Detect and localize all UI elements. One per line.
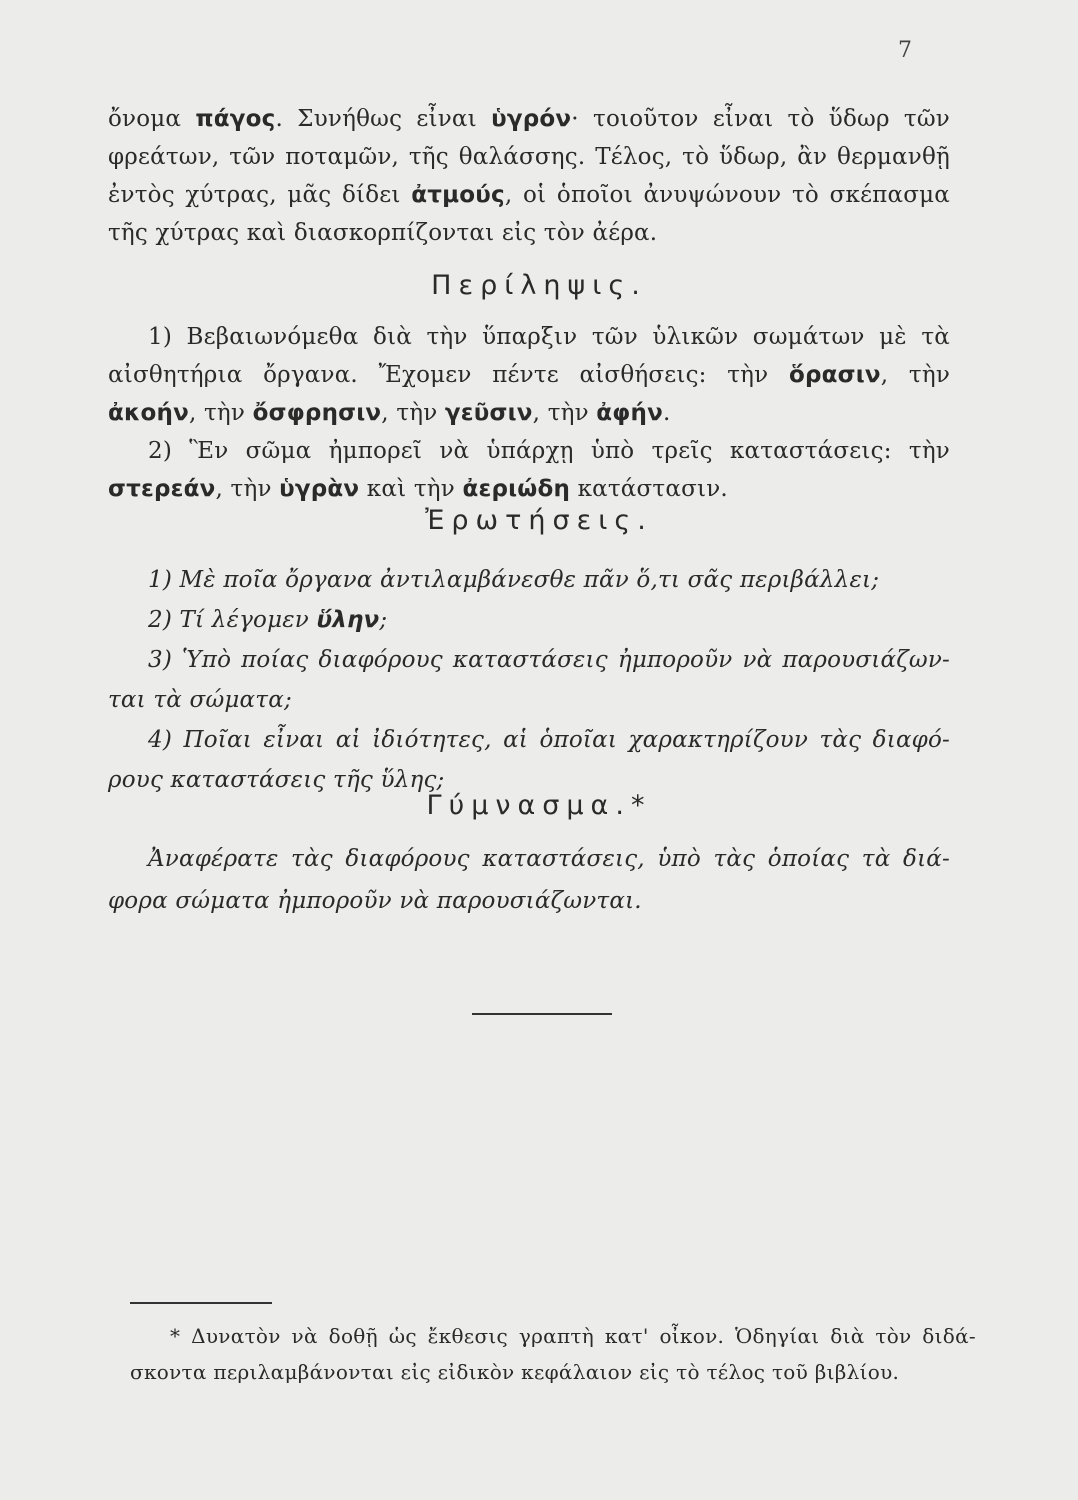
bold-term: ἀτμούς xyxy=(411,182,505,208)
summary-line: ἀκοήν, τὴν ὄσφρησιν, τὴν γεῦσιν, τὴν ἀφήν. xyxy=(108,400,671,426)
section-divider xyxy=(472,1013,612,1015)
footnote-line: σκοντα περιλαμβάνονται εἰς εἰδικὸν κεφάλαιον εἰς τὸ τέλος τοῦ βιβλίου. xyxy=(130,1360,900,1384)
question-line: 1) Μὲ ποῖα ὄργανα ἀντιλαμβάνεσθε πᾶν ὅ,τι σᾶς περιβάλλει; xyxy=(148,567,880,593)
bold-term: ὑγρόν xyxy=(491,106,572,132)
summary-line: στερεάν, τὴν ὑγρὰν καὶ τὴν ἀεριώδη κατάστασιν. xyxy=(108,476,728,502)
summary-line: 2) Ἓν σῶμα ἠμπορεῖ νὰ ὑπάρχῃ ὑπὸ τρεῖς καταστάσεις: τὴν xyxy=(148,438,950,464)
questions-list xyxy=(108,560,950,800)
question-line: ται τὰ σώματα; xyxy=(108,687,292,713)
footnote-line: * Δυνατὸν νὰ δοθῇ ὡς ἔκθεσις γραπτὴ κατ' οἶκον. Ὁδηγίαι διὰ τὸν διδά- xyxy=(170,1324,976,1348)
summary-line: 1) Βεβαιωνόμεθα διὰ τὴν ὕπαρξιν τῶν ὑλικῶν σωμάτων μὲ τὰ xyxy=(148,324,950,350)
bold-term: πάγος xyxy=(195,106,276,132)
bold-term: ἀεριώδη xyxy=(462,476,571,502)
intro-line: ἐντὸς χύτρας, μᾶς δίδει ἀτμούς, οἱ ὁποῖοι ἀνυψώνουν τὸ σκέπασμα xyxy=(108,182,951,208)
intro-line: φρεάτων, τῶν ποταμῶν, τῆς θαλάσσης. Τέλος, τὸ ὕδωρ, ἂν θερμανθῇ xyxy=(108,144,950,170)
bold-term: γεῦσιν xyxy=(444,400,533,426)
bold-term: ἀκοήν xyxy=(108,400,189,426)
bold-term: ἀφήν xyxy=(596,400,663,426)
bold-term: στερεάν xyxy=(108,476,216,502)
question-line: 2) Τί λέγομεν ὕλην; xyxy=(148,607,388,633)
question-line: 4) Ποῖαι εἶναι αἱ ἰδιότητες, αἱ ὁποῖαι χαρακτηρίζουν τὰς διαφό- xyxy=(148,727,950,753)
exercise-line: Ἀναφέρατε τὰς διαφόρους καταστάσεις, ὑπὸ τὰς ὁποίας τὰ διά- xyxy=(148,846,950,872)
footnote xyxy=(130,1318,976,1390)
bold-term: ὅρασιν xyxy=(788,362,881,388)
questions-heading: Ἐρωτήσεις. xyxy=(425,505,653,536)
intro-line: τῆς χύτρας καὶ διασκορπίζονται εἰς τὸν ἀέρα. xyxy=(108,220,658,246)
exercise-heading: Γύμνασμα.* xyxy=(426,790,652,821)
summary-heading: Περίληψις. xyxy=(431,270,647,301)
summary-paragraph xyxy=(108,318,950,508)
summary-line: αἰσθητήρια ὄργανα. Ἔχομεν πέντε αἰσθήσεις: τὴν ὅρασιν, τὴν xyxy=(108,362,951,388)
question-line: ρους καταστάσεις τῆς ὕλης; xyxy=(108,767,445,793)
intro-line: ὄνομα πάγος. Συνήθως εἶναι ὑγρόν· τοιοῦτον εἶναι τὸ ὕδωρ τῶν xyxy=(108,106,950,132)
footnote-divider xyxy=(130,1302,272,1304)
intro-paragraph xyxy=(108,100,950,252)
page-number: 7 xyxy=(898,38,912,63)
bold-term: ὑγρὰν xyxy=(279,476,360,502)
bold-term: ὄσφρησιν xyxy=(252,400,382,426)
exercise-paragraph xyxy=(108,838,950,922)
question-line: 3) Ὑπὸ ποίας διαφόρους καταστάσεις ἠμποροῦν νὰ παρουσιάζων- xyxy=(148,647,950,673)
exercise-line: φορα σώματα ἠμποροῦν νὰ παρουσιάζωνται. xyxy=(108,888,642,914)
bold-term: ὕλην xyxy=(316,607,380,633)
